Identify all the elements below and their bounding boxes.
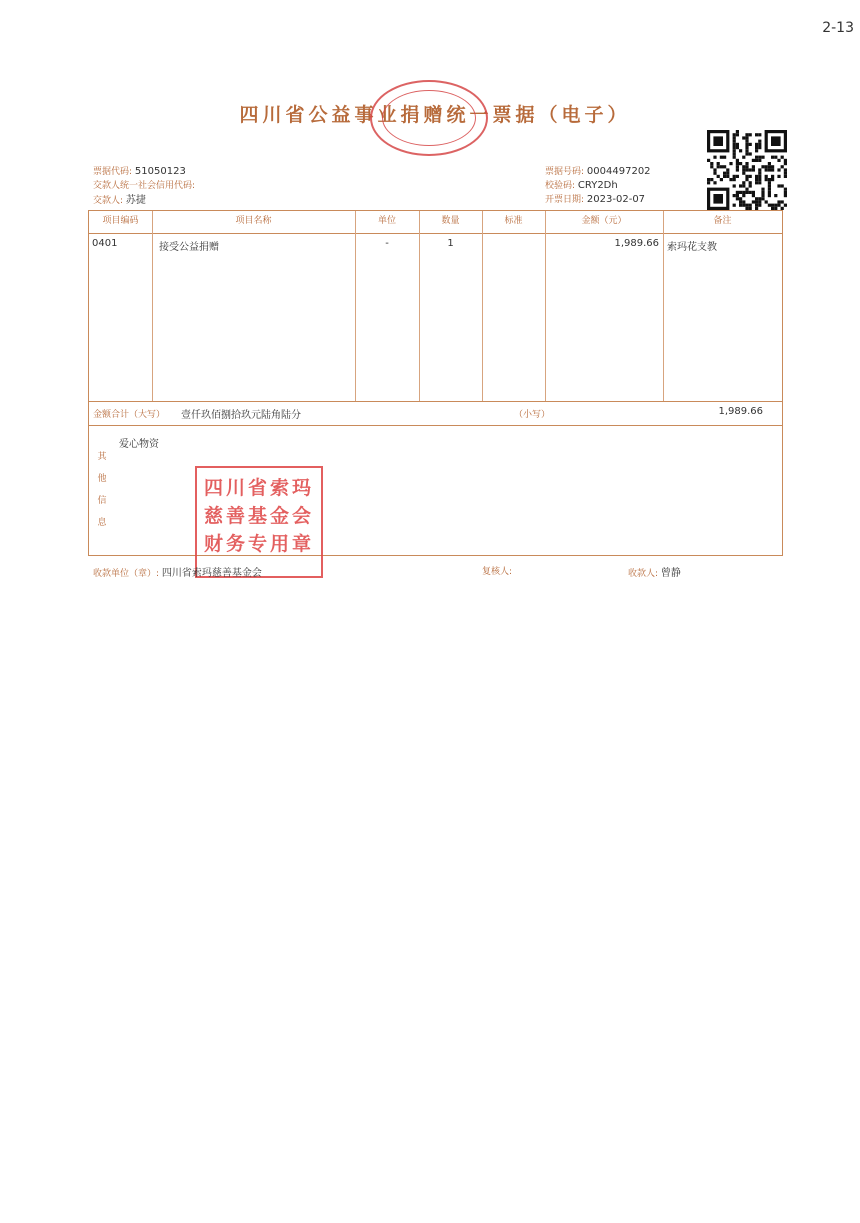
check-code-value: CRY2Dh xyxy=(577,180,618,191)
receipt-table xyxy=(88,210,783,556)
collector-value: 曾静 xyxy=(660,568,681,579)
other-info-char: 息 xyxy=(97,518,107,528)
invoice-number-value: 0004497202 xyxy=(586,166,651,177)
payer-row xyxy=(93,191,146,206)
issue-date-value: 2023-02-07 xyxy=(586,194,646,205)
total-small-label: （小写） xyxy=(514,410,551,420)
collector-label: 收款人: xyxy=(628,569,659,579)
payee-unit-label: 收款单位（章）: xyxy=(93,569,160,579)
other-info-char: 他 xyxy=(97,474,107,484)
other-info-char: 其 xyxy=(97,452,107,462)
invoice-code-value: 51050123 xyxy=(134,166,186,177)
check-code-label: 校验码: xyxy=(545,181,576,191)
payer-label: 交款人: xyxy=(93,196,124,206)
col-divider xyxy=(482,211,483,401)
row-item-name: 接受公益捐赠 xyxy=(159,242,219,253)
payer-credit-row xyxy=(93,178,195,191)
issue-date-label: 开票日期: xyxy=(545,195,585,205)
col-divider xyxy=(663,211,664,401)
header-item-name: 项目名称 xyxy=(235,216,272,226)
other-info-text: 爱心物资 xyxy=(119,439,159,450)
total-small-value: 1,989.66 xyxy=(718,406,763,417)
row-note: 索玛花支教 xyxy=(667,242,717,253)
other-info-char: 信 xyxy=(97,496,107,506)
row-unit: - xyxy=(385,238,389,249)
invoice-number-label: 票据号码: xyxy=(545,167,585,177)
payee-unit-row xyxy=(93,564,262,579)
issue-date-row xyxy=(545,192,645,205)
invoice-code-label: 票据代码: xyxy=(93,167,133,177)
qr-code-icon xyxy=(707,130,787,210)
seal-inner-ring xyxy=(382,90,476,146)
row-item-code: 0401 xyxy=(92,238,118,249)
header-item-code: 项目编码 xyxy=(102,216,139,226)
finance-ministry-seal xyxy=(370,80,488,156)
handwritten-corner-note: 2-13 xyxy=(822,20,854,36)
payer-value: 苏捷 xyxy=(125,195,146,206)
payee-unit-value: 四川省索玛慈善基金会 xyxy=(161,568,262,579)
collector-row xyxy=(628,564,681,579)
header-note: 备注 xyxy=(713,216,732,226)
total-label: 金额合计（大写） xyxy=(93,410,166,420)
header-divider xyxy=(89,233,782,234)
body-divider xyxy=(89,401,782,402)
header-standard: 标准 xyxy=(504,216,523,226)
reviewer-row xyxy=(482,564,512,577)
check-code-row xyxy=(545,178,618,191)
row-amount: 1,989.66 xyxy=(614,238,659,249)
header-quantity: 数量 xyxy=(441,216,460,226)
reviewer-label: 复核人: xyxy=(482,567,513,577)
finance-stamp xyxy=(195,466,323,578)
row-quantity: 1 xyxy=(447,238,454,249)
invoice-code-row xyxy=(93,164,186,177)
payer-credit-label: 交款人统一社会信用代码: xyxy=(93,181,196,191)
total-divider xyxy=(89,425,782,426)
stamp-line: 慈善基金会 xyxy=(203,505,314,527)
other-info-label xyxy=(96,449,108,537)
total-upper-value: 壹仟玖佰捌拾玖元陆角陆分 xyxy=(181,410,301,421)
stamp-line: 财务专用章 xyxy=(203,533,314,555)
receipt-title: 四川省公益事业捐赠统一票据（电子） xyxy=(239,104,631,126)
header-unit: 单位 xyxy=(377,216,396,226)
col-divider xyxy=(152,211,153,401)
invoice-number-row xyxy=(545,164,651,177)
stamp-line: 四川省索玛 xyxy=(203,477,314,499)
header-amount: 金额（元） xyxy=(581,216,627,226)
